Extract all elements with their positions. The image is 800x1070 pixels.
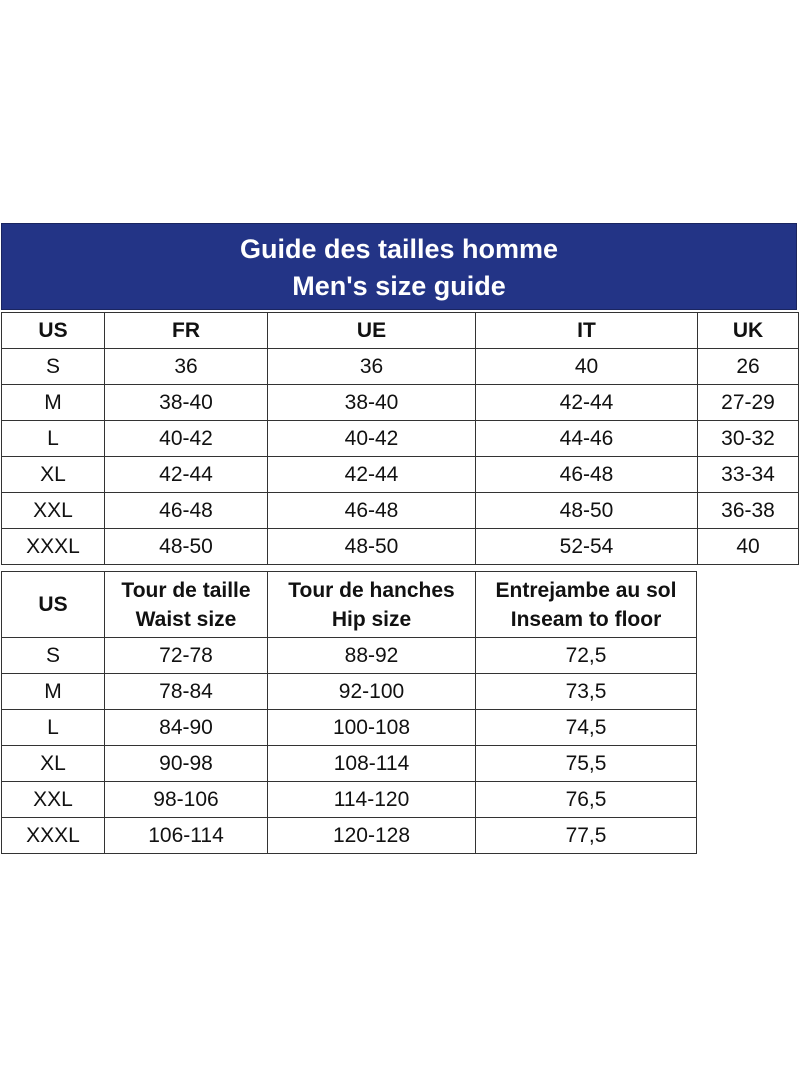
measure-cell-us: XXXL xyxy=(2,818,105,854)
table-row xyxy=(2,710,697,746)
size-cell-us: L xyxy=(2,421,105,457)
measure-cell-us: M xyxy=(2,674,105,710)
table-row xyxy=(2,457,799,493)
measure-cell-waist: 90-98 xyxy=(105,746,268,782)
measure-cell-hip: 114-120 xyxy=(268,782,476,818)
size-guide-banner xyxy=(1,223,797,310)
measure-cell-us: XL xyxy=(2,746,105,782)
banner-title-fr: Guide des tailles homme xyxy=(239,234,559,264)
size-cell-fr: 46-48 xyxy=(105,493,268,529)
table-header-row xyxy=(2,572,697,638)
measure-cell-inseam: 77,5 xyxy=(476,818,697,854)
column-header-us: US xyxy=(2,313,105,349)
measure-cell-inseam: 72,5 xyxy=(476,638,697,674)
size-cell-us: XL xyxy=(2,457,105,493)
size-cell-ue: 42-44 xyxy=(268,457,476,493)
table-row xyxy=(2,746,697,782)
size-cell-fr: 48-50 xyxy=(105,529,268,565)
table-row xyxy=(2,818,697,854)
measure-cell-waist: 98-106 xyxy=(105,782,268,818)
size-cell-fr: 38-40 xyxy=(105,385,268,421)
measure-cell-inseam: 73,5 xyxy=(476,674,697,710)
size-cell-us: XXXL xyxy=(2,529,105,565)
size-cell-uk: 36-38 xyxy=(698,493,799,529)
size-cell-uk: 40 xyxy=(698,529,799,565)
measure-cell-us: L xyxy=(2,710,105,746)
header-label-fr: Entrejambe au sol xyxy=(495,578,677,602)
size-cell-fr: 40-42 xyxy=(105,421,268,457)
column-header-it: IT xyxy=(476,313,698,349)
column-header-waist xyxy=(105,572,268,638)
size-cell-it: 48-50 xyxy=(476,493,698,529)
measure-cell-hip: 100-108 xyxy=(268,710,476,746)
table-row xyxy=(2,674,697,710)
measure-cell-waist: 72-78 xyxy=(105,638,268,674)
header-label-en: Inseam to floor xyxy=(510,607,662,631)
table-row xyxy=(2,782,697,818)
header-label-fr: Tour de taille xyxy=(121,578,251,602)
size-cell-ue: 48-50 xyxy=(268,529,476,565)
size-cell-it: 44-46 xyxy=(476,421,698,457)
measure-cell-hip: 92-100 xyxy=(268,674,476,710)
size-cell-ue: 38-40 xyxy=(268,385,476,421)
size-cell-us: XXL xyxy=(2,493,105,529)
size-conversion-table xyxy=(1,312,799,565)
header-label-fr: Tour de hanches xyxy=(288,578,455,602)
table-row xyxy=(2,638,697,674)
size-cell-ue: 46-48 xyxy=(268,493,476,529)
column-header-hip xyxy=(268,572,476,638)
size-cell-fr: 42-44 xyxy=(105,457,268,493)
table-row xyxy=(2,385,799,421)
size-cell-it: 52-54 xyxy=(476,529,698,565)
size-cell-ue: 40-42 xyxy=(268,421,476,457)
banner-title-en: Men's size guide xyxy=(292,271,506,301)
table-row xyxy=(2,529,799,565)
measure-cell-us: S xyxy=(2,638,105,674)
column-header-ue: UE xyxy=(268,313,476,349)
size-cell-ue: 36 xyxy=(268,349,476,385)
measure-cell-hip: 120-128 xyxy=(268,818,476,854)
column-header-inseam xyxy=(476,572,697,638)
column-header-uk: UK xyxy=(698,313,799,349)
measure-cell-waist: 106-114 xyxy=(105,818,268,854)
size-cell-uk: 33-34 xyxy=(698,457,799,493)
header-label-en: Waist size xyxy=(135,607,237,631)
header-label-en: Hip size xyxy=(331,607,412,631)
size-cell-it: 46-48 xyxy=(476,457,698,493)
measure-cell-inseam: 75,5 xyxy=(476,746,697,782)
measure-cell-hip: 88-92 xyxy=(268,638,476,674)
measure-cell-hip: 108-114 xyxy=(268,746,476,782)
table-row xyxy=(2,493,799,529)
table-header-row xyxy=(2,313,799,349)
measure-cell-inseam: 74,5 xyxy=(476,710,697,746)
column-header-fr: FR xyxy=(105,313,268,349)
body-measurements-table xyxy=(1,571,697,854)
size-cell-fr: 36 xyxy=(105,349,268,385)
measure-cell-waist: 84-90 xyxy=(105,710,268,746)
column-header-us: US xyxy=(2,572,105,638)
measure-cell-us: XXL xyxy=(2,782,105,818)
size-cell-us: M xyxy=(2,385,105,421)
size-cell-uk: 30-32 xyxy=(698,421,799,457)
size-cell-uk: 27-29 xyxy=(698,385,799,421)
measure-cell-waist: 78-84 xyxy=(105,674,268,710)
table-row xyxy=(2,349,799,385)
size-cell-it: 40 xyxy=(476,349,698,385)
size-cell-uk: 26 xyxy=(698,349,799,385)
size-cell-us: S xyxy=(2,349,105,385)
size-cell-it: 42-44 xyxy=(476,385,698,421)
measure-cell-inseam: 76,5 xyxy=(476,782,697,818)
table-row xyxy=(2,421,799,457)
